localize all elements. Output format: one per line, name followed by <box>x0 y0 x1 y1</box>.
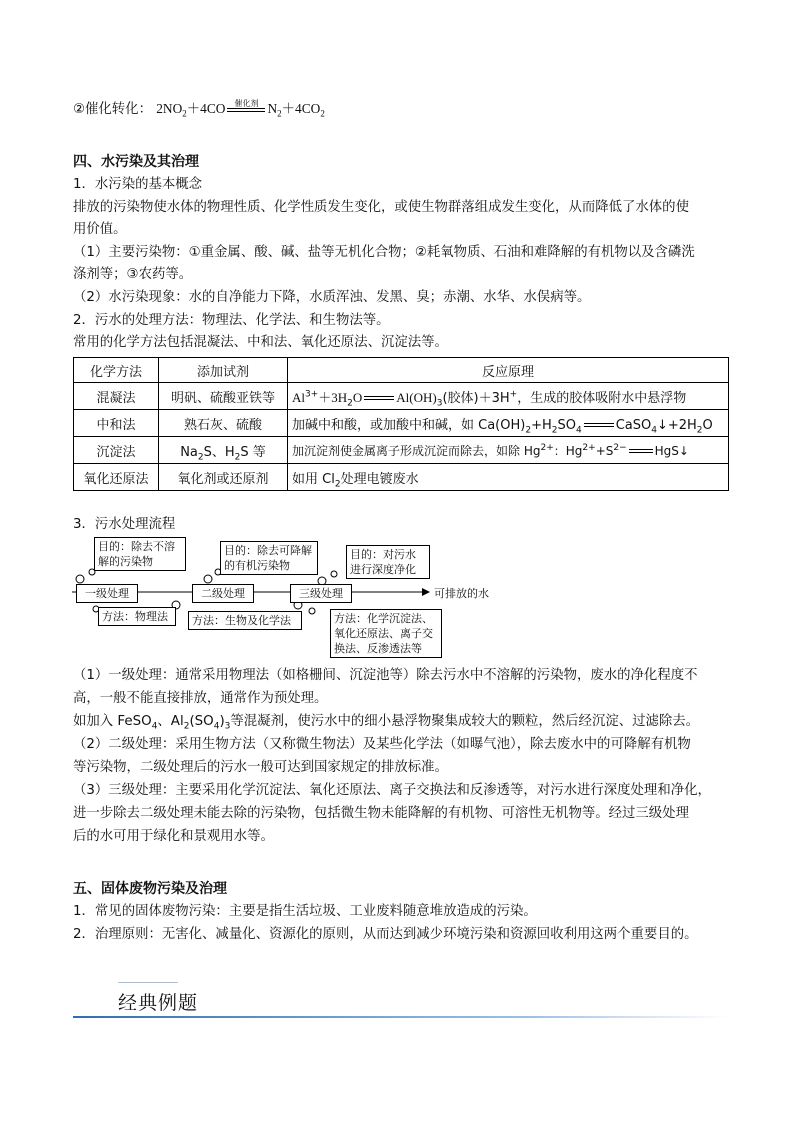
table-cell: 明矾、硫酸亚铁等 <box>159 383 288 410</box>
method-box-3: 方法：化学沉淀法、氧化还原法、离子交换法、反渗透法等 <box>330 609 442 658</box>
footer-divider <box>73 1016 729 1018</box>
paragraph: 进一步除去二级处理未能去除的污染物，包括微生物未能降解的有机物、可溶性无机物等。经过三级处理 <box>73 806 689 821</box>
paragraph: 1．水污染的基本概念 <box>73 177 203 192</box>
arrow-head-icon <box>422 588 430 596</box>
paragraph: 用价值。 <box>73 222 127 237</box>
table-cell: 如用 $Cl_2$处理电镀废水 <box>288 464 729 491</box>
table-cell: 加沉淀剂使金属离子形成沉淀而除去，如除 $Hg^{2+}$：$Hg^{2+}+S^{2-}$ HgS↓ <box>288 437 729 464</box>
section5-title: 五、固体废物污染及治理 <box>73 881 227 897</box>
stage-box-1: 一级处理 <box>76 584 138 603</box>
table-header-cell: 添加试剂 <box>159 358 288 383</box>
table-cell: 沉淀法 <box>74 437 159 464</box>
flow-title: 3．污水处理流程 <box>73 517 176 532</box>
paragraph: 等污染物，二级处理后的污水一般可达到国家规定的排放标准。 <box>73 760 448 775</box>
table-row <box>74 437 729 464</box>
method-box-2: 方法：生物及化学法 <box>188 611 302 630</box>
paragraph: 排放的污染物使水体的物理性质、化学性质发生变化，或使生物群落组成发生变化，从而降低了水体的使 <box>73 200 689 215</box>
stage-box-3: 三级处理 <box>290 584 352 603</box>
table-header-cell: 反应原理 <box>288 358 729 383</box>
paragraph: 1．常见的固体废物污染：主要是指生活垃圾、工业废料随意堆放造成的污染。 <box>73 904 537 919</box>
method-box-1: 方法：物理法 <box>98 607 176 626</box>
bubble-icon <box>309 608 315 614</box>
catalyst-label: 催化剂 <box>234 98 259 108</box>
paragraph: （1）主要污染物：①重金属、酸、碱、盐等无机化合物；②耗氧物质、石油和难降解的有机物以及含磷洗 <box>73 245 695 260</box>
paragraph: 2．污水的处理方法：物理法、化学法、和生物法等。 <box>73 313 390 328</box>
stage-box-2: 二级处理 <box>192 584 254 603</box>
table-cell: 加碱中和酸，或加酸中和碱，如 $Ca(OH)_2+H_2SO_4$ $CaSO_4↓+2H_2O$ <box>288 410 729 437</box>
equals-sign <box>227 98 265 114</box>
paragraph: 常用的化学方法包括混凝法、中和法、氧化还原法、沉淀法等。 <box>73 335 448 350</box>
goal-box-2: 目的：除去可降解的有机污染物 <box>220 541 318 575</box>
classic-examples-heading: 经典例题 <box>118 992 199 1014</box>
paragraph: 高，一般不能直接排放，通常作为预处理。 <box>73 691 328 706</box>
paragraph: 后的水可用于绿化和景观用水等。 <box>73 829 274 844</box>
paragraph: （3）三级处理：主要采用化学沉淀法、氧化还原法、离子交换法和反渗透等，对污水进行深度处理和净化， <box>73 783 711 798</box>
reversible-arrow <box>364 394 394 402</box>
paragraph: （2）水污染现象：水的自净能力下降，水质浑浊、发黑、臭；赤潮、水华、水俣病等。 <box>73 290 591 305</box>
table-cell: $Al^{3+}+3H_2O$ $Al(OH)_3$(胶体)＋3H+，生成的胶体吸附水中悬浮物 <box>288 383 729 410</box>
table-row <box>74 464 729 491</box>
bubble-icon <box>331 571 337 577</box>
paragraph: 涤剂等；③农药等。 <box>73 267 193 282</box>
catalytic-label: ②催化转化： <box>73 102 152 117</box>
bubble-icon <box>76 575 84 583</box>
paragraph: 如加入 FeSO$_4$、$Al_2(SO_4)_3$等混凝剂，使污水中的细小悬浮物聚集成较大的颗粒，然后经沉淀、过滤除去。 <box>73 714 700 732</box>
output-label: 可排放的水 <box>434 587 489 600</box>
table-cell: 氧化还原法 <box>74 464 159 491</box>
section4-title: 四、水污染及其治理 <box>73 154 199 170</box>
catalytic-conversion-line <box>73 98 325 121</box>
catalytic-equation: $2NO_2+4CO$ 催化剂 $N_2+4CO_2$ <box>156 101 325 116</box>
table-cell: $Na_2S$、$H_2S$ 等 <box>159 437 288 464</box>
table-row <box>74 410 729 437</box>
table-cell: 中和法 <box>74 410 159 437</box>
equals-sign <box>584 421 614 429</box>
goal-box-1: 目的：除去不溶解的污染物 <box>94 537 186 571</box>
table-header-row <box>74 358 729 383</box>
table-cell: 熟石灰、硫酸 <box>159 410 288 437</box>
table-header-cell: 化学方法 <box>74 358 159 383</box>
paragraph: 2．治理原则：无害化、减量化、资源化的原则，从而达到减少环境污染和资源回收利用这两个重要目的。 <box>73 927 698 942</box>
table-cell: 氧化剂或还原剂 <box>159 464 288 491</box>
paragraph: （1）一级处理：通常采用物理法（如格栅间、沉淀池等）除去污水中不溶解的污染物，废水的净化程度不 <box>73 668 698 683</box>
table-cell: 混凝法 <box>74 383 159 410</box>
bubble-icon <box>204 575 212 583</box>
chemical-methods-table <box>73 357 729 491</box>
equals-sign <box>629 447 653 455</box>
table-row <box>74 383 729 410</box>
footer-accent-line <box>118 982 178 983</box>
goal-box-3: 目的：对污水进行深度净化 <box>346 545 430 579</box>
paragraph: （2）二级处理：采用生物方法（又称微生物法）及某些化学法（如曝气池），除去废水中的可降解有机物 <box>73 737 691 752</box>
